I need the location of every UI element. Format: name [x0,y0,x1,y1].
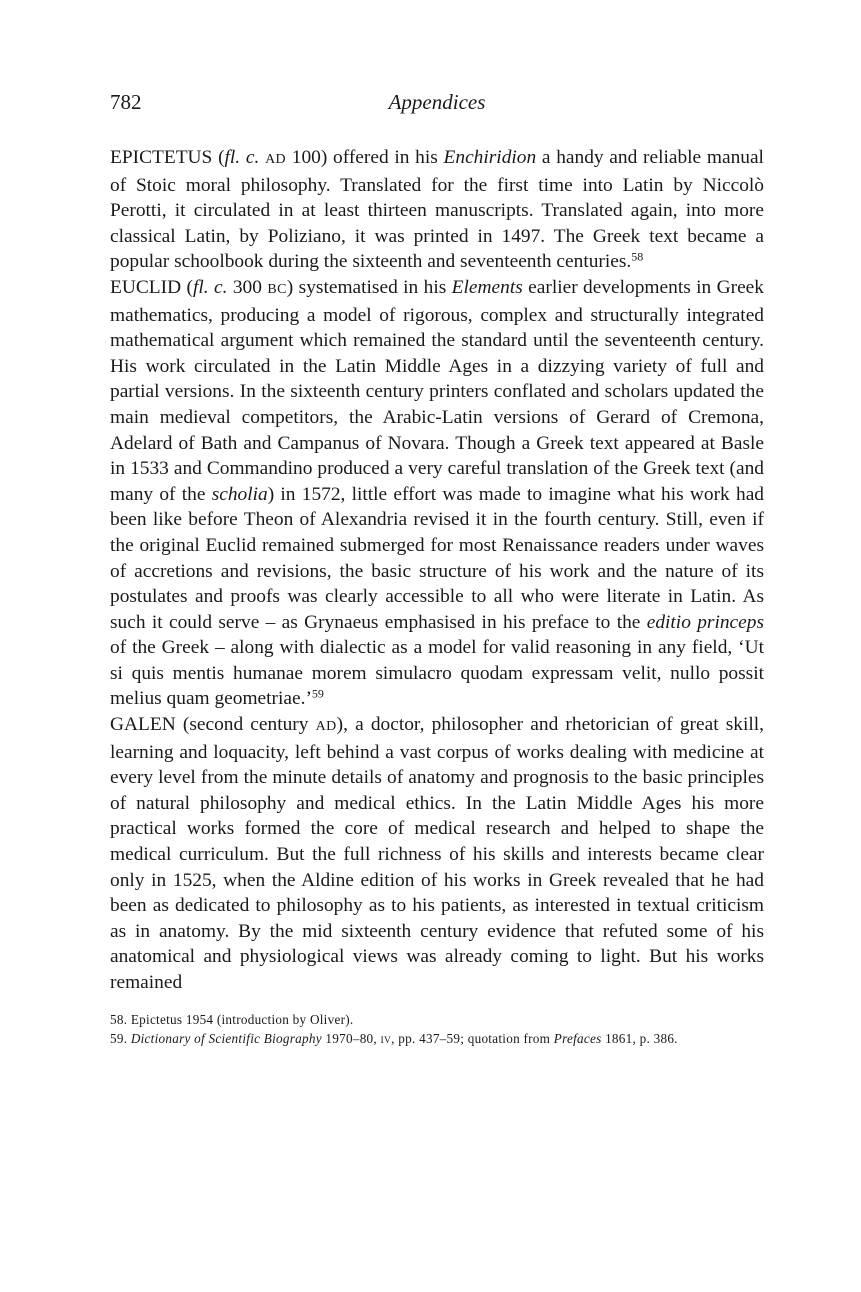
entry-text: systematised in his Elements earlier developments in Greek mathematics, producing a model of rigorous, complex and structurally integrated mathematical argument which remained the standard until the seventeenth century. His work circulated in the Latin Middle Ages in a dizzying variety of full and partial versions. In the sixteenth century printers conflated and scholars updated the main medieval competitors, the Arabic-Latin versions of Gerard of Cremona, Adelard of Bath and Campanus of Novara. Though a Greek text appeared at Basle in 1533 and Commandino produced a very careful translation of the Greek text (and many of the scholia) in 1572, little effort was made to imagine what his work had been like before Theon of Alexandria revised it in the fourth century. Still, even if the original Euclid remained submerged for most Renaissance readers under waves of accretions and revisions, the basic structure of his work and the nature of its postulates and proofs was clearly accessible to all who were literate in Latin. As such it could serve – as Grynaeus emphasised in his preface to the editio princeps of the Greek – along with dialectic as a model for valid reasoning in any field, ‘Ut si quis mentis humanae morem simulacro quodam expressam velit, nullo possit melius quam geometriae.’ [110,276,765,710]
entry-epictetus [110,145,764,275]
running-head [110,88,764,122]
entry-euclid [110,275,764,712]
footnote-ref: 58 [631,249,644,264]
footnote-ref: 59 [311,686,324,701]
entry-galen [110,712,764,996]
entry-text: a doctor, philosopher and rhetorician of great skill, learning and loquacity, left behind a vast corpus of works dealing with medicine at every level from the minute details of anatomy and prognosis to the basic principles of natural philosophy and medical ethics. In the Latin Middle Ages his more practical works formed the core of medical research and helped to shape the medical curriculum. But the full richness of his skills and interests became clear only in 1525, when the Aldine edition of his works in Greek revealed that he had been as dedicated to philosophy as to his patients, as interested in textual criticism as in anatomy. By the mid sixteenth century evidence that refuted some of his anatomical and physiological views was already coming to light. But his works remained [110,714,764,993]
page-number: 782 [110,90,142,114]
footnote-59: 59. Dictionary of Scientific Biography 1970–80, IV, pp. 437–59; quotation from Prefaces 1861, p. 386. [110,1030,678,1046]
entry-dates: (fl. c. 300 BC) [186,276,294,298]
entry-lead: EUCLID [110,276,182,298]
book-page [110,88,764,1051]
running-title: Appendices [388,90,486,114]
entry-lead: GALEN [110,714,176,736]
body-text [110,145,764,996]
footnotes [110,1010,764,1051]
footnote-58: 58. Epictetus 1954 (introduction by Oliver). [110,1011,354,1027]
entry-dates: (fl. c. AD 100) [218,147,328,168]
entry-text: offered in his Enchiridion a handy and reliable manual of Stoic moral philosophy. Translated for the first time into Latin by Niccolò Perotti, it circulated in at least thirteen manuscripts. Translated again, into more classical Latin, by Poliziano, it was printed in 1497. The Greek text became a popular schoolbook during the sixteenth and seventeenth centuries. [110,147,764,273]
entry-dates: (second century AD), [182,714,348,736]
entry-lead: EPICTETUS [110,147,213,168]
